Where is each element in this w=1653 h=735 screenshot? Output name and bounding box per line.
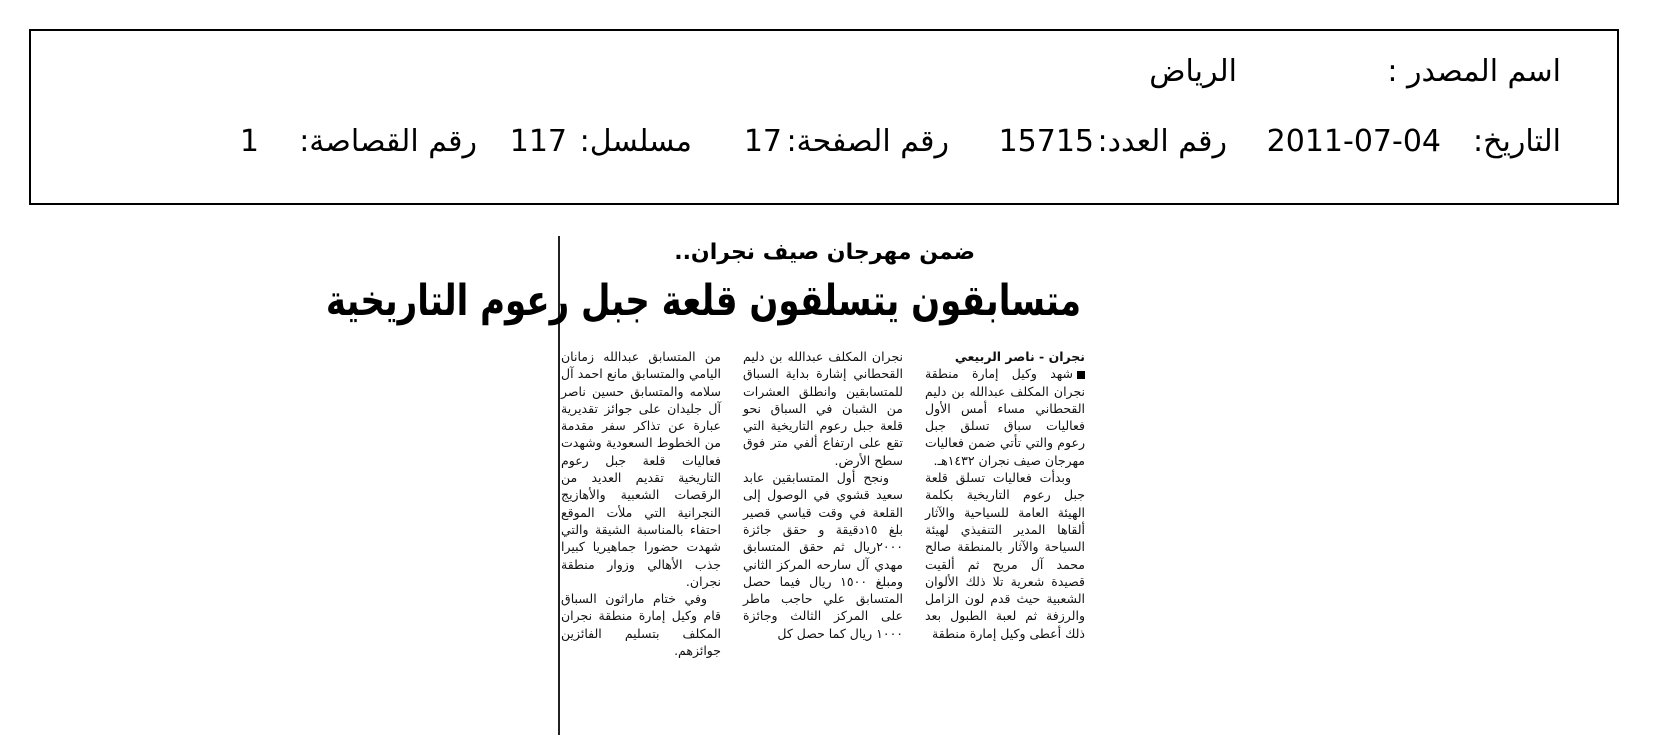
clipping-metadata-box	[29, 29, 1619, 205]
source-value: الرياض	[1149, 54, 1237, 89]
article-headline: متسابقون يتسلقون قلعة جبل رعوم التاريخية	[325, 276, 1081, 326]
page-number-label: رقم الصفحة:	[786, 124, 949, 159]
page-number-value: 17	[743, 124, 782, 159]
column-3-paragraph: من المتسابق عبدالله زمانان اليامي والمتسابق مانع احمد آل سلامه والمتسابق حسين ناصر آل جليدان على جوائز تقديرية عبارة عن تذاكر سفر مقدمة من الخطوط السعودية وشهدت فعاليات قلعة جبل رعوم التاريخية تقديم العديد من الرقصات الشعبية والأهازيج النجرانية التي ملأت الموقع احتفاء بالمناسبة الشيقة والتي شهدت حضورا جماهيريا كبيرا جذب الأهالي وزوار منطقة نجران.	[561, 349, 721, 589]
article-byline: نجران - ناصر الربيعي	[954, 349, 1085, 364]
date-value: 2011-07-04	[1266, 124, 1441, 159]
article-column-2	[743, 348, 903, 642]
newspaper-clipping	[325, 236, 1095, 735]
column-2-paragraph: نجران المكلف عبدالله بن دليم القحطاني إشارة بداية السباق للمتسابقين وانطلق العشرات من الشبان في السباق نحو قلعة جبل رعوم التاريخية التي تقع على ارتفاع ألفي متر فوق سطح الأرض.	[743, 349, 903, 468]
article-column-1	[925, 348, 1085, 642]
bullet-square-icon	[1077, 371, 1085, 379]
source-label: اسم المصدر :	[1387, 54, 1561, 89]
serial-value: 117	[509, 124, 567, 159]
column-2-paragraph: ونجح أول المتسابقين عابد سعيد قشوي في الوصول إلى القلعة في وقت قياسي قصير بلغ ١٥دقيقة و حقق جائزة ٢٠٠٠ريال ثم حقق المتسابق مهدي آل سارحه المركز الثاني ومبلغ ١٥٠٠ ريال فيما حصل المتسابق علي حاجب ماطر على المركز الثالث وجائزة ١٠٠٠ ريال كما حصل كل	[743, 470, 903, 641]
column-1-paragraph: وبدأت فعاليات تسلق قلعة جبل رعوم التاريخية بكلمة الهيئة العامة للسياحية والآثار ألقاها المدير التنفيذي لهيئة السياحة والآثار بالمنطقة صالح محمد آل مريح ثم ألقيت قصيدة شعرية تلا ذلك الألوان الشعبية حيث قدم لون الزامل والرزفة ثم لعبة الطبول بعد ذلك أعطى وكيل إمارة منطقة	[925, 470, 1085, 641]
column-1-paragraph: شهد وكيل إمارة منطقة نجران المكلف عبدالله بن دليم القحطاني مساء أمس الأول فعاليات سباق تسلق جبل رعوم والتي تأتي ضمن فعاليات مهرجان صيف نجران ١٤٣٢هـ.	[925, 366, 1085, 468]
issue-number-value: 15715	[998, 124, 1094, 159]
article-column-3	[561, 348, 721, 659]
date-label: التاريخ:	[1473, 124, 1561, 159]
article-kicker: ضمن مهرجان صيف نجران..	[674, 240, 975, 265]
column-3-paragraph: وفي ختام ماراثون السباق قام وكيل إمارة منطقة نجران المكلف بتسليم الفائزين جوائزهم.	[561, 591, 721, 659]
issue-number-label: رقم العدد:	[1097, 124, 1227, 159]
serial-label: مسلسل:	[579, 124, 692, 159]
clipping-number-value: 1	[239, 124, 259, 159]
clipping-number-label: رقم القصاصة:	[299, 124, 477, 159]
